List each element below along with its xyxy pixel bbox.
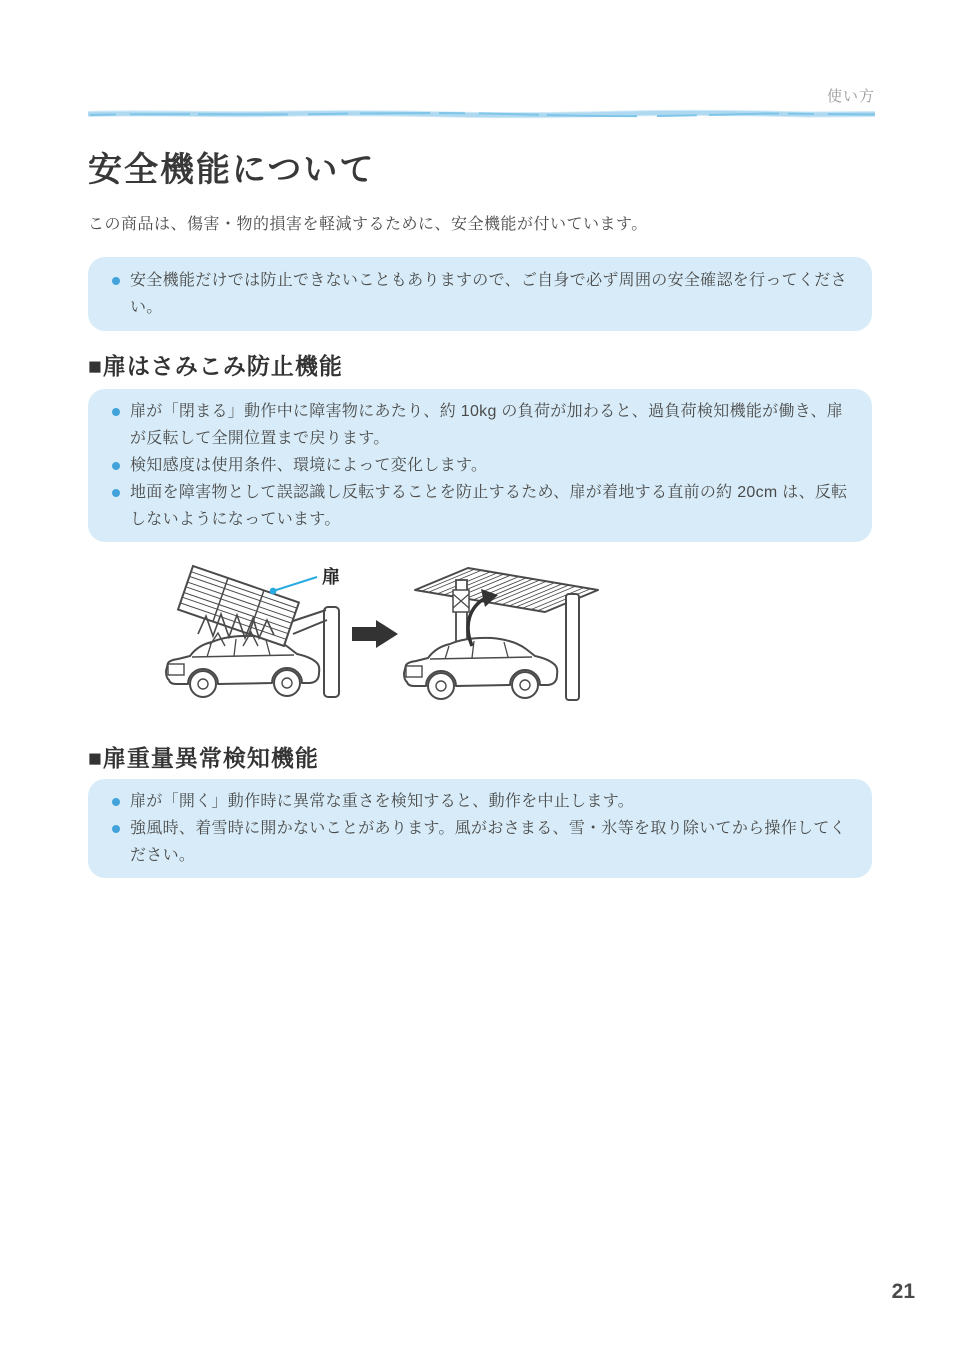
list-item [112, 398, 848, 452]
label-leader-dot-icon [270, 588, 277, 595]
note-text: 強風時、着雪時に開かないことがあります。風がおさまる、雪・氷等を取り除いてから操作してください。 [130, 820, 846, 864]
page-title: 安全機能について [88, 151, 376, 189]
gate-hitting-car-illustration [166, 566, 339, 697]
pinch-prevention-list [112, 398, 848, 533]
gate-post-icon [566, 594, 579, 700]
gate-open-carport-illustration [404, 568, 598, 700]
list-item [112, 452, 848, 479]
intro-text: この商品は、傷害・物的損害を軽減するために、安全機能が付いています。 [88, 216, 648, 233]
section-heading-weight-anomaly: ■扉重量異常検知機能 [88, 745, 319, 771]
page-number: 21 [891, 1280, 915, 1303]
brush-divider-icon [88, 109, 875, 119]
bullet-dot-icon [112, 462, 120, 470]
note-text: 安全機能だけでは防止できないこともありますので、ご自身で必ず周囲の安全確認を行ってください。 [130, 272, 847, 316]
arrow-right-icon [352, 620, 398, 648]
note-text: 扉が「開く」動作時に異常な重さを検知すると、動作を中止します。 [130, 793, 635, 810]
page-header-label: 使い方 [826, 88, 875, 105]
note-text: 検知感度は使用条件、環境によって変化します。 [130, 457, 488, 474]
bullet-dot-icon [112, 408, 120, 416]
label-leader-line [273, 577, 317, 591]
note-text: 地面を障害物として誤認識し反転することを防止するため、扉が着地する直前の約 20cm は、反転しないようになっています。 [130, 484, 848, 528]
safety-notice-box [88, 257, 872, 331]
list-item [112, 267, 848, 321]
bullet-dot-icon [112, 277, 120, 285]
list-item [112, 815, 848, 869]
bullet-dot-icon [112, 825, 120, 833]
safety-function-illustration [140, 550, 620, 720]
bullet-dot-icon [112, 489, 120, 497]
weight-anomaly-list [112, 788, 848, 869]
notice-list [112, 267, 848, 321]
door-label: 扉 [322, 567, 340, 587]
list-item [112, 479, 848, 533]
list-item [112, 788, 848, 815]
car-icon [166, 636, 319, 697]
bullet-dot-icon [112, 798, 120, 806]
note-text: 扉が「閉まる」動作中に障害物にあたり、約 10kg の負荷が加わると、過負荷検知機能が働き、扉が反転して全開位置まで戻ります。 [130, 403, 844, 447]
pinch-prevention-box [88, 389, 872, 542]
section-heading-pinch-prevention: ■扉はさみこみ防止機能 [88, 353, 343, 379]
car-icon [404, 638, 557, 699]
door-label-group [270, 566, 340, 594]
tilted-door-panel-icon [178, 566, 299, 646]
weight-anomaly-box [88, 779, 872, 878]
